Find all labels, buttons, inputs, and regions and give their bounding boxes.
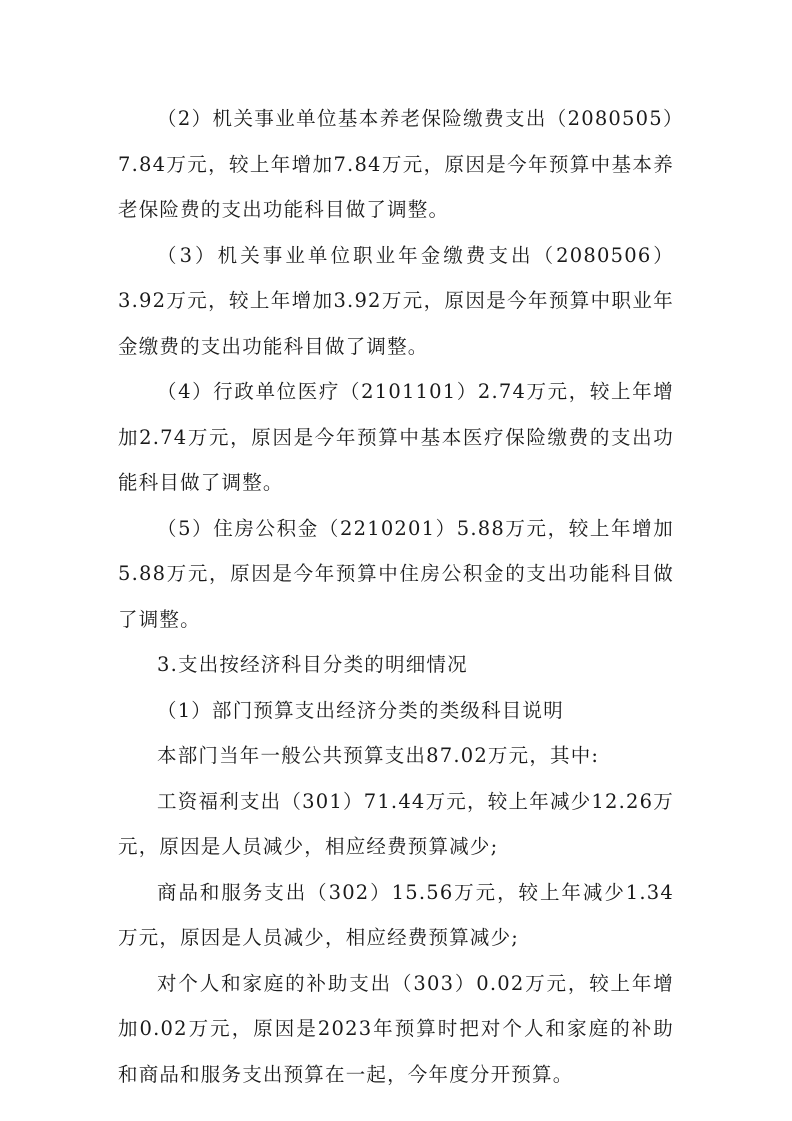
paragraph-goods-services: 商品和服务支出（302）15.56万元，较上年减少1.34万元，原因是人员减少，相应经费预算减少; [118,880,674,949]
paragraph-occupational-annuity: （3）机关事业单位职业年金缴费支出（2080506）3.92万元，较上年增加3.92万元，原因是今年预算中职业年金缴费的支出功能科目做了调整。 [118,243,674,358]
document-body [118,96,674,1097]
subsection-heading-category-items: （1）部门预算支出经济分类的类级科目说明 [157,698,564,722]
paragraph-wages-welfare: 工资福利支出（301）71.44万元，较上年减少12.26万元，原因是人员减少，相应经费预算减少; [118,789,674,858]
paragraph-housing-fund: （5）住房公积金（2210201）5.88万元，较上年增加5.88万元，原因是今年预算中住房公积金的支出功能科目做了调整。 [118,516,674,631]
paragraph-total-expenditure: 本部门当年一般公共预算支出87.02万元，其中: [157,744,600,767]
paragraph-medical: （4）行政单位医疗（2101101）2.74万元，较上年增加2.74万元，原因是今年预算中基本医疗保险缴费的支出功能科目做了调整。 [118,380,674,494]
paragraph-pension-insurance: （2）机关事业单位基本养老保险缴费支出（2080505）7.84万元，较上年增加7.84万元，原因是今年预算中基本养老保险费的支出功能科目做了调整。 [118,107,674,221]
paragraph-household-subsidy: 对个人和家庭的补助支出（303）0.02万元，较上年增加0.02万元，原因是2023年预算时把对个人和家庭的补助和商品和服务支出预算在一起，今年度分开预算。 [118,971,674,1086]
section-heading-economic-classification: 3.支出按经济科目分类的明细情况 [157,653,468,676]
